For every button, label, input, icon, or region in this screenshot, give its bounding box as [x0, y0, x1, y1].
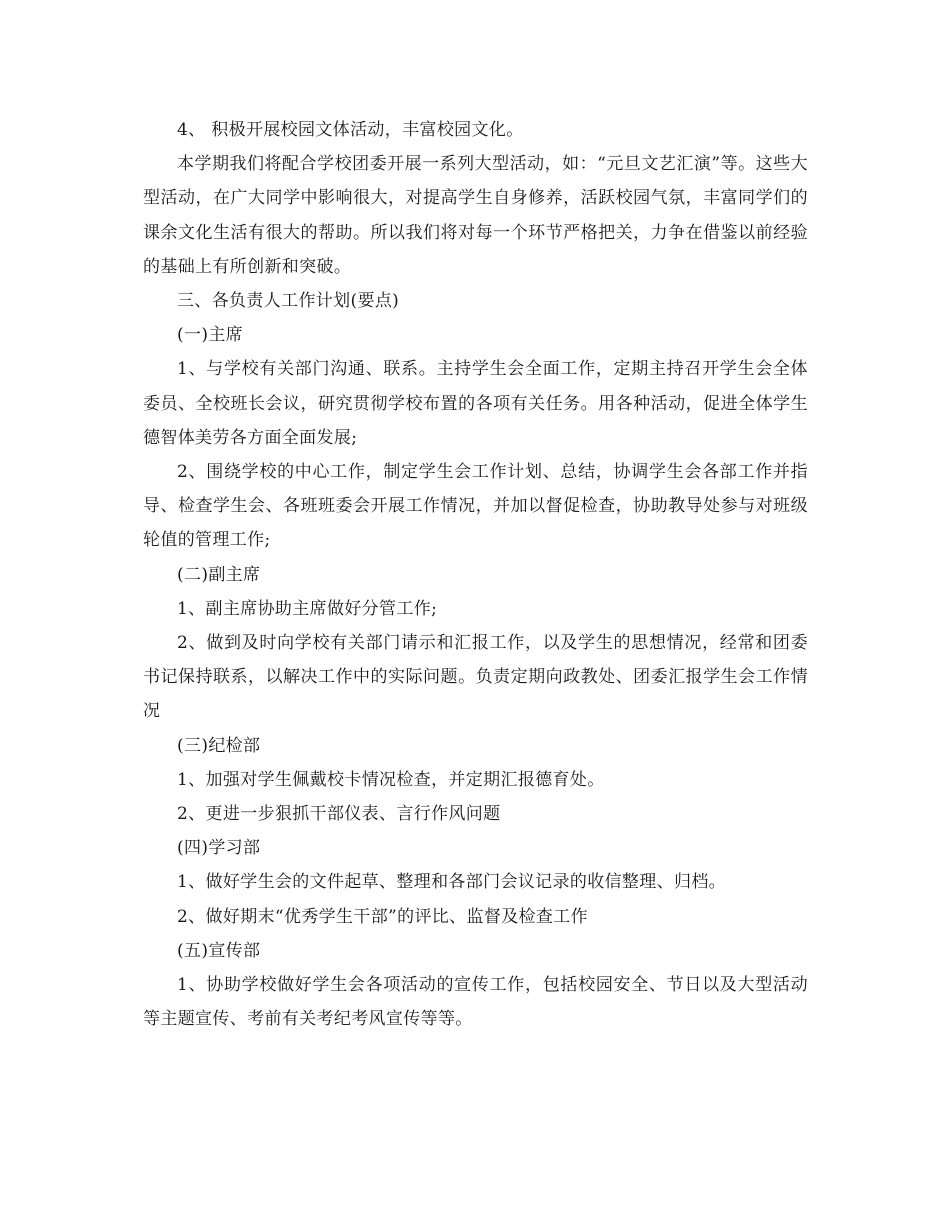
paragraph-chairman-2: 2、围绕学校的中心工作，制定学生会工作计划、总结，协调学生会各部工作并指导、检查学生会、各班班委会开展工作情况，并加以督促检查，协助教导处参与对班级轮值的管理工作;	[143, 462, 808, 551]
subheading-publicity-dept: (五)宣传部	[177, 940, 261, 961]
section-heading-work-plan: 三、各负责人工作计划(要点)	[177, 291, 400, 312]
paragraph-discipline-2: 2、更进一步狠抓干部仪表、言行作风问题	[177, 804, 501, 825]
subheading-vice-chairman: (二)副主席	[177, 564, 261, 585]
paragraph-study-2: 2、做好期末“优秀学生干部”的评比、监督及检查工作	[177, 906, 588, 927]
paragraph-publicity-1: 1、协助学校做好学生会各项活动的宣传工作，包括校园安全、节日以及大型活动等主题宣传、考前有关考纪考风宣传等等。	[143, 975, 808, 1030]
subheading-study-dept: (四)学习部	[177, 838, 261, 859]
document-body	[143, 113, 808, 1036]
paragraph-vice-chairman-2: 2、做到及时向学校有关部门请示和汇报工作，以及学生的思想情况，经常和团委书记保持联系，以解决工作中的实际问题。负责定期向政教处、团委汇报学生会工作情况	[143, 633, 808, 722]
paragraph-large-activities: 本学期我们将配合学校团委开展一系列大型活动，如：“元旦文艺汇演”等。这些大型活动，在广大同学中影响很大，对提高学生自身修养，活跃校园气氛，丰富同学们的课余文化生活有很大的帮助。所以我们将对每一个环节严格把关，力争在借鉴以前经验的基础上有所创新和突破。	[143, 154, 808, 277]
paragraph-chairman-1: 1、与学校有关部门沟通、联系。主持学生会全面工作，定期主持召开学生会全体委员、全校班长会议，研究贯彻学校布置的各项有关任务。用各种活动，促进全体学生德智体美劳各方面全面发展;	[143, 359, 808, 448]
paragraph-study-1: 1、做好学生会的文件起草、整理和各部门会议记录的收信整理、归档。	[177, 872, 727, 893]
paragraph-item-4: 4、 积极开展校园文体活动，丰富校园文化。	[177, 120, 524, 140]
paragraph-discipline-1: 1、加强对学生佩戴校卡情况检查，并定期汇报德育处。	[177, 769, 605, 790]
subheading-discipline-dept: (三)纪检部	[177, 735, 261, 756]
subheading-chairman: (一)主席	[177, 325, 244, 346]
paragraph-vice-chairman-1: 1、副主席协助主席做好分管工作;	[177, 598, 438, 619]
